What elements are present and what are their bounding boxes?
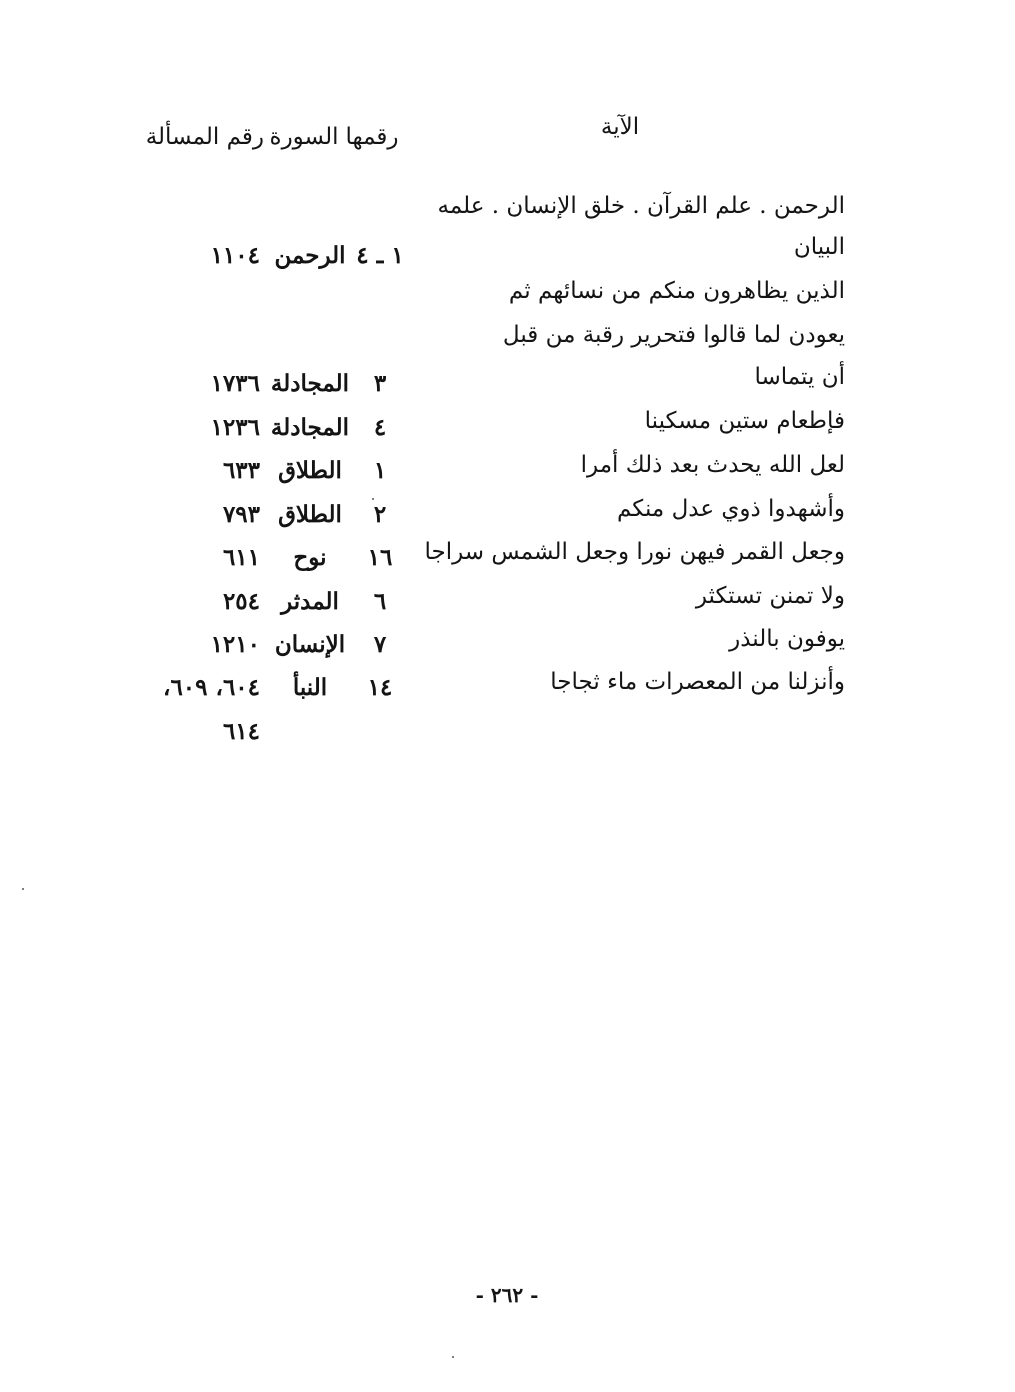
surah-name-cell: الطلاق	[278, 501, 342, 528]
verse-line: يوفون بالنذر	[729, 626, 845, 652]
surah-name-cell: الرحمن	[274, 242, 346, 269]
issue-number-cell: ٢٥٤	[222, 588, 260, 615]
surah-number-cell: ١٦	[367, 544, 393, 571]
surah-number-cell: ١٤	[367, 674, 393, 701]
surah-number-cell: ٧	[373, 631, 387, 658]
surah-number-cell: ٣	[373, 370, 387, 397]
header-issue-number: رقم المسألة	[145, 124, 264, 150]
issue-number-continuation: ٦١٤	[222, 718, 260, 745]
surah-name-cell: الطلاق	[278, 457, 342, 484]
verse-line: لعل الله يحدث بعد ذلك أمرا	[580, 452, 845, 478]
issue-number-cell: ١٢٣٦	[210, 414, 260, 441]
header-surah: السورة	[269, 124, 339, 150]
issue-number-cell: ٦١١	[222, 544, 260, 571]
surah-number-cell: ٤	[373, 414, 387, 441]
issue-number-cell: ١٧٣٦	[210, 370, 260, 397]
scan-speck	[22, 888, 24, 890]
surah-name-cell: الإنسان	[274, 631, 346, 658]
verse-line: يعودن لما قالوا فتحرير رقبة من قبل	[502, 322, 845, 348]
page-number: - ٢٦٢ -	[475, 1283, 539, 1307]
verse-line: البيان	[793, 234, 845, 260]
verse-line: وجعل القمر فيهن نورا وجعل الشمس سراجا	[424, 539, 845, 565]
verse-line: فإطعام ستين مسكينا	[644, 408, 845, 434]
verse-line: وأنزلنا من المعصرات ماء ثجاجا	[550, 669, 845, 695]
surah-name-cell: المدثر	[281, 588, 339, 615]
verse-line: ولا تمنن تستكثر	[695, 583, 845, 609]
issue-number-cell: ٧٩٣	[222, 501, 260, 528]
header-aya: الآية	[600, 114, 640, 140]
scan-speck	[452, 1356, 454, 1358]
surah-number-cell: ١	[373, 457, 387, 484]
issue-number-cell: ١٢١٠	[210, 631, 260, 658]
surah-name-cell: المجادلة	[270, 414, 350, 441]
verse-line: الرحمن . علم القرآن . خلق الإنسان . علمه	[437, 193, 845, 219]
surah-number-cell: ٢	[373, 501, 387, 528]
surah-number-cell: ٦	[373, 588, 387, 615]
verse-line: أن يتماسا	[754, 364, 845, 390]
surah-name-cell: نوح	[293, 544, 327, 571]
surah-name-cell: المجادلة	[270, 370, 350, 397]
verse-line: الذين يظاهرون منكم من نسائهم ثم	[508, 278, 845, 304]
header-surah-number: رقمها	[345, 124, 399, 150]
surah-number-cell: ١ ـ ٤	[356, 242, 404, 269]
issue-number-cell: ١١٠٤	[210, 242, 260, 269]
issue-number-cell: ٦٣٣	[222, 457, 260, 484]
verse-line: وأشهدوا ذوي عدل منكم	[616, 496, 845, 522]
scan-speck	[372, 498, 374, 500]
issue-number-cell: ٦٠٤، ٦٠٩،	[163, 674, 260, 701]
surah-name-cell: النبأ	[292, 674, 328, 701]
